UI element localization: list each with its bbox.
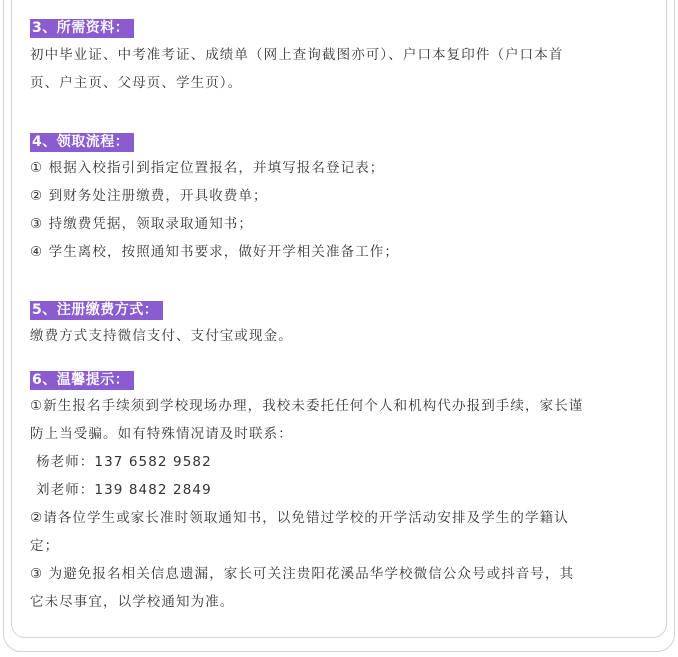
section-heading-label: 3、所需资料： [30, 19, 134, 38]
paragraph-line: 它未尽事宜，以学校通知为准。 [30, 594, 235, 610]
section-heading-payment-method [30, 299, 163, 320]
paragraph-line: 缴费方式支持微信支付、支付宝或现金。 [30, 328, 293, 344]
contact-line: 刘老师：139 8482 2849 [36, 482, 212, 498]
section-body-required-documents [30, 41, 563, 97]
paragraph-line: ①新生报名手续须到学校现场办理，我校未委托任何个人和机构代办报到手续，家长谨 [30, 398, 584, 414]
paragraph-line: 防上当受骗。如有特殊情况请及时联系： [30, 426, 293, 442]
list-item: ① 根据入校指引到指定位置报名，并填写报名登记表； [30, 160, 385, 176]
section-heading-label: 5、注册缴费方式： [30, 301, 163, 320]
contact-line: 杨老师：137 6582 9582 [36, 454, 212, 470]
list-item: ③ 持缴费凭据，领取录取通知书； [30, 216, 253, 232]
paragraph-line: 初中毕业证、中考准考证、成绩单（网上查询截图亦可）、户口本复印件（户口本首 [30, 47, 564, 63]
paragraph-line: ②请各位学生或家长准时领取通知书，以免错过学校的开学活动安排及学生的学籍认 [30, 510, 569, 526]
list-item: ② 到财务处注册缴费，开具收费单； [30, 188, 268, 204]
section-heading-label: 6、温馨提示： [30, 371, 134, 390]
list-item: ④ 学生离校，按照通知书要求，做好开学相关准备工作； [30, 244, 399, 260]
section-body-payment-method [30, 322, 293, 350]
section-heading-label: 4、领取流程： [30, 133, 134, 152]
section-heading-required-documents [30, 17, 134, 38]
section-heading-procedure [30, 131, 134, 152]
paragraph-line: 页、户主页、父母页、学生页）。 [30, 75, 243, 91]
section-body-tips [30, 392, 583, 616]
section-heading-tips [30, 369, 134, 390]
paragraph-line: ③ 为避免报名相关信息遗漏，家长可关注贵阳花溪品华学校微信公众号或抖音号，其 [30, 566, 575, 582]
paragraph-line: 定； [30, 538, 60, 554]
section-body-procedure [30, 154, 399, 266]
